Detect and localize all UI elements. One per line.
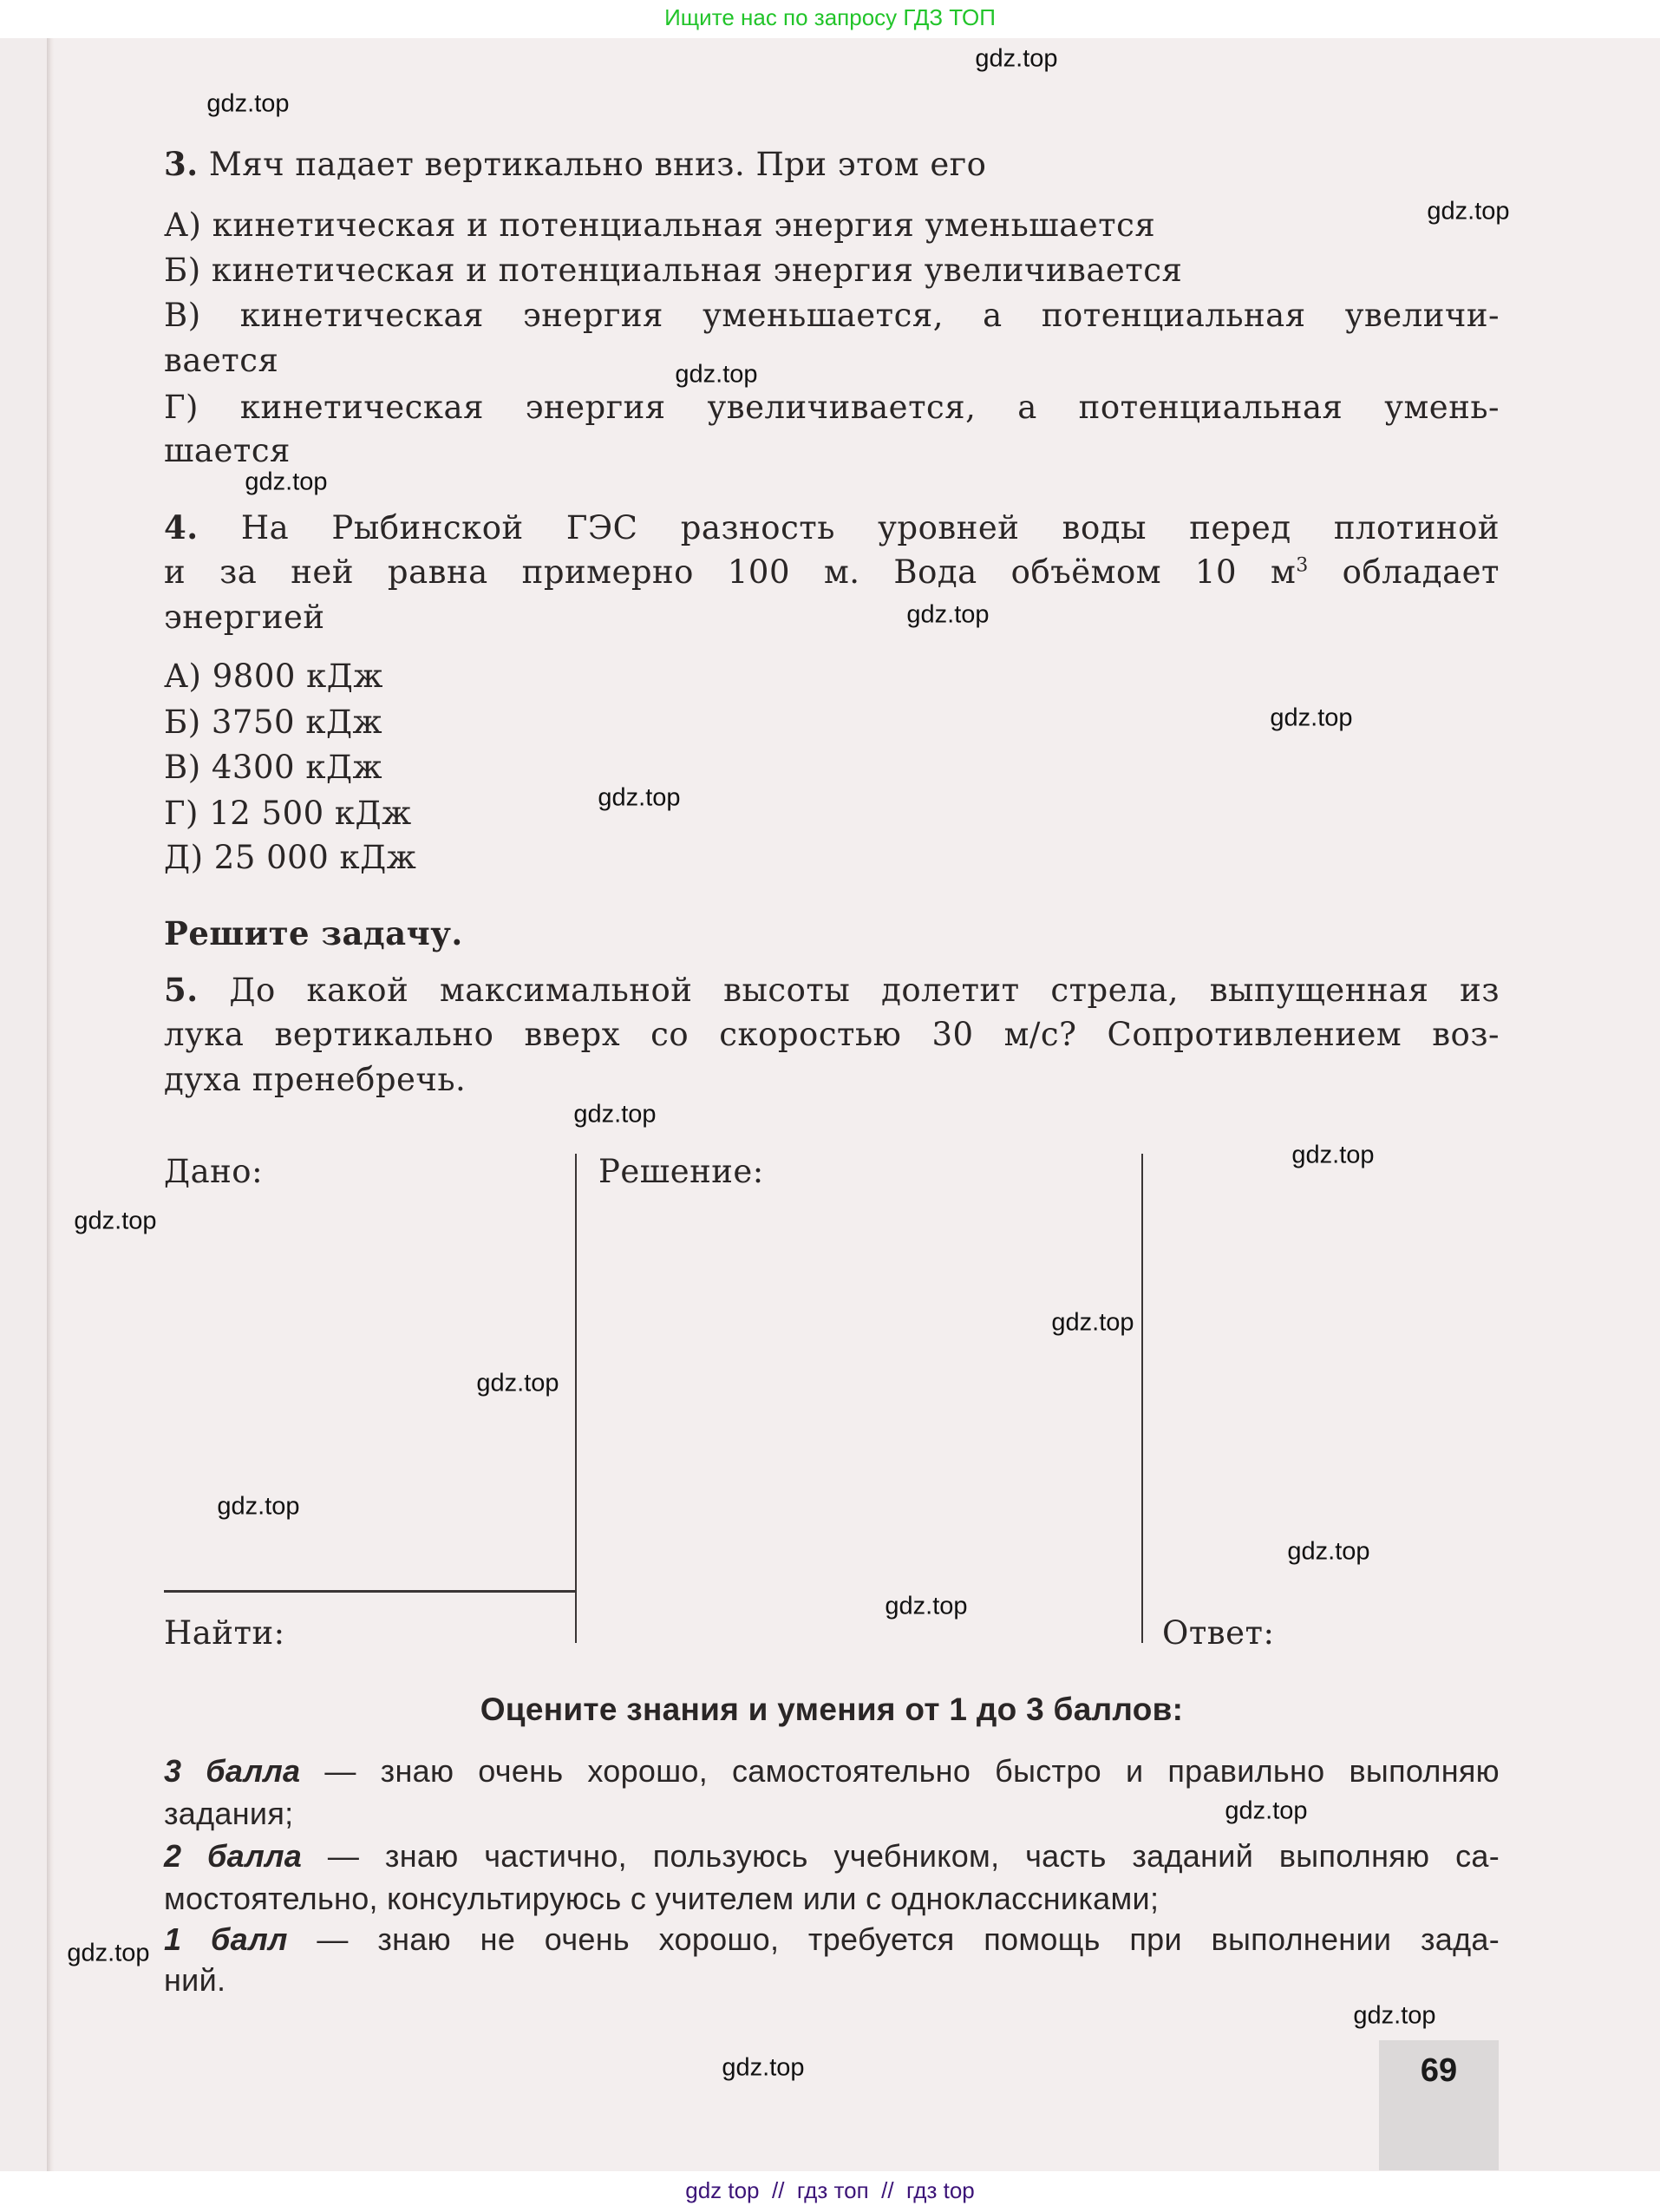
assessment-title: Оцените знания и умения от 1 до 3 баллов:: [480, 1692, 1184, 1727]
watermark: gdz.top: [1353, 2001, 1436, 2030]
superscript: 3: [1296, 554, 1309, 577]
question-3-option-b: [164, 248, 1500, 293]
option-text: кинетическая энергия увеличивается, а потенциальная умень-: [239, 389, 1500, 426]
option-label: Г): [164, 795, 199, 832]
watermark: gdz.top: [573, 1100, 657, 1129]
watermark: gdz.top: [1427, 197, 1510, 226]
answer-label: Ответ:: [1162, 1614, 1275, 1652]
option-label: Б): [164, 704, 201, 741]
option-text: кинетическая и потенциальная энергия увеличивается: [211, 252, 1183, 289]
question-3-option-d: [164, 385, 1500, 430]
given-find-separator: [164, 1590, 576, 1593]
question-number: 5.: [164, 971, 199, 1009]
question-4-line-3: энергией: [164, 599, 325, 636]
watermark: gdz.top: [67, 1939, 150, 1967]
watermark: gdz.top: [74, 1207, 157, 1235]
option-text: кинетическая и потенциальная энергия уменьшается: [212, 206, 1156, 244]
question-4-line-1: [164, 505, 1500, 551]
task-heading: Решите задачу.: [164, 914, 463, 952]
watermark: gdz.top: [975, 44, 1058, 73]
assessment-item-2: [164, 1834, 1500, 1879]
page-number-tab: [1379, 2040, 1499, 2170]
solution-label: Решение:: [598, 1153, 764, 1190]
form-divider-left: [575, 1154, 577, 1643]
assessment-item-3-cont: задания;: [164, 1796, 294, 1831]
question-5-line-2: лука вертикально вверх со скоростью 30 м/с? Сопротивлением воз-: [164, 1016, 1500, 1053]
watermark: gdz.top: [722, 2053, 805, 2082]
question-5-line-1: [164, 967, 1500, 1013]
top-banner-text: Ищите нас по запросу ГДЗ ТОП: [664, 4, 996, 30]
assessment-item-3: [164, 1749, 1500, 1794]
question-4-line-2: [164, 550, 1500, 595]
question-text: На Рыбинской ГЭС разность уровней воды перед плотиной: [240, 509, 1500, 546]
question-3-option-c-cont: вается: [164, 342, 279, 379]
score-description: — знаю очень хорошо, самостоятельно быстро и правильно выполняю: [324, 1753, 1500, 1789]
left-page-edge: [0, 38, 47, 2171]
given-label: Дано:: [164, 1153, 264, 1190]
question-text: и за ней равна примерно 100 м. Вода объёмом 10 м: [164, 553, 1297, 591]
option-value: 4300 кДж: [211, 749, 383, 786]
watermark: gdz.top: [245, 468, 328, 496]
assessment-item-1-cont: ний.: [164, 1962, 226, 1998]
question-3-option-d-cont: шается: [164, 432, 291, 469]
assessment-item-1: [164, 1917, 1500, 1962]
question-5-line-3: духа пренебречь.: [164, 1061, 467, 1098]
option-value: 3750 кДж: [211, 704, 383, 741]
watermark: gdz.top: [1287, 1537, 1370, 1566]
bottom-banner-text: gdz top // гдз топ // гдз top: [685, 2177, 975, 2203]
watermark: gdz.top: [1051, 1308, 1134, 1337]
option-label: Г): [164, 389, 199, 426]
assessment-item-2-cont: мостоятельно, консультируюсь с учителем или с одноклассниками;: [164, 1881, 1160, 1916]
option-label: Д): [164, 839, 204, 876]
option-label: Б): [164, 252, 201, 289]
question-4-option-a: [164, 654, 1500, 699]
option-value: 9800 кДж: [212, 658, 383, 695]
form-divider-right: [1141, 1154, 1143, 1643]
watermark: gdz.top: [885, 1592, 968, 1620]
score-label: 1 балл: [164, 1921, 288, 1957]
question-text: До какой максимальной высоты долетит стрела, выпущенная из: [229, 972, 1500, 1009]
page-gutter: [47, 38, 54, 2171]
score-description: — знаю не очень хорошо, требуется помощь при выполнении зада-: [317, 1921, 1500, 1957]
question-3-option-a: [164, 203, 1500, 248]
question-text: Мяч падает вертикально вниз. При этом его: [208, 146, 987, 183]
option-text: кинетическая энергия уменьшается, а потенциальная увеличи-: [239, 297, 1500, 334]
watermark: gdz.top: [1291, 1141, 1375, 1169]
option-value: 25 000 кДж: [213, 839, 417, 876]
bottom-banner: [0, 2171, 1660, 2212]
question-3-option-c: [164, 293, 1500, 338]
watermark: gdz.top: [598, 783, 681, 812]
score-label: 2 балла: [164, 1838, 303, 1874]
watermark: gdz.top: [1225, 1796, 1308, 1825]
watermark: gdz.top: [217, 1492, 300, 1521]
watermark: gdz.top: [476, 1369, 559, 1397]
question-4-option-d: [164, 791, 1500, 836]
top-banner: [0, 0, 1660, 38]
page-number: 69: [1420, 2052, 1458, 2089]
question-number: 3.: [164, 145, 199, 183]
watermark: gdz.top: [1270, 704, 1353, 732]
question-number: 4.: [164, 508, 199, 546]
question-4-option-c: [164, 745, 1500, 790]
watermark: gdz.top: [906, 600, 990, 629]
score-label: 3 балла: [164, 1753, 301, 1789]
option-value: 12 500 кДж: [209, 795, 412, 832]
option-label: А): [164, 658, 202, 695]
question-4-option-e: [164, 835, 1500, 880]
option-label: А): [164, 206, 202, 244]
score-description: — знаю частично, пользуюсь учебником, часть заданий выполняю са-: [327, 1838, 1500, 1874]
question-3-text: [164, 141, 1500, 187]
option-label: В): [164, 297, 201, 334]
watermark: gdz.top: [206, 89, 290, 118]
watermark: gdz.top: [675, 360, 758, 389]
question-text: обладает: [1308, 553, 1500, 591]
option-label: В): [164, 749, 201, 786]
find-label: Найти:: [164, 1614, 285, 1652]
